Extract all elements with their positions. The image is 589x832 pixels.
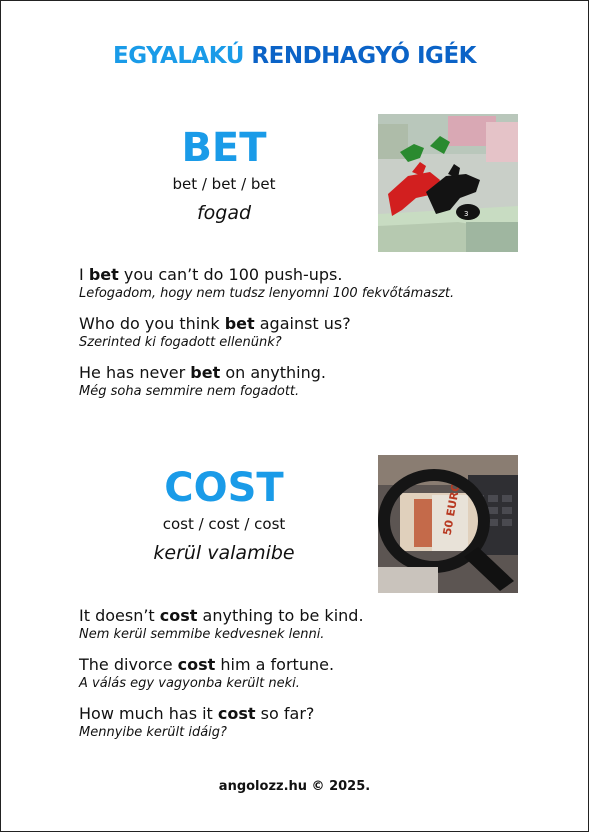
example-item	[79, 362, 519, 401]
example-hungarian: Lefogadom, hogy nem tudsz lenyomni 100 fekvőtámaszt.	[79, 286, 455, 301]
example-english: It doesn’t cost anything to be kind.	[79, 606, 364, 625]
footer-copyright: angolozz.hu © 2025.	[218, 779, 371, 794]
example-hungarian: Szerinted ki fogadott ellenünk?	[79, 335, 282, 350]
example-hungarian: Mennyibe került idáig?	[79, 725, 227, 740]
horse-racing-photo	[378, 114, 518, 252]
money-magnifier-photo	[378, 455, 518, 593]
title-part-1: EGYALAKÚ	[113, 43, 244, 69]
examples-bet	[79, 264, 519, 411]
example-item	[79, 313, 519, 352]
example-item	[79, 654, 519, 693]
title-part-2: RENDHAGYÓ IGÉK	[251, 43, 476, 69]
verb-word: BET	[181, 125, 267, 171]
verb-header-cost	[79, 465, 369, 567]
verb-forms: cost / cost / cost	[162, 515, 286, 533]
verb-meaning: kerül valamibe	[153, 542, 295, 564]
example-english: Who do you think bet against us?	[79, 314, 351, 333]
banknote-label: 50 EURO	[440, 481, 463, 537]
example-hungarian: Még soha semmire nem fogadott.	[79, 384, 300, 399]
example-item	[79, 605, 519, 644]
example-hungarian: Nem kerül semmibe kedvesnek lenni.	[79, 627, 325, 642]
example-english: How much has it cost so far?	[79, 704, 315, 723]
verb-forms: bet / bet / bet	[172, 175, 276, 193]
example-english: The divorce cost him a fortune.	[79, 655, 335, 674]
horse-racing-board-game-icon	[378, 114, 518, 252]
examples-cost	[79, 605, 519, 752]
example-english: He has never bet on anything.	[79, 363, 327, 382]
verb-word: COST	[164, 465, 284, 511]
example-english: I bet you can’t do 100 push-ups.	[79, 265, 343, 284]
example-item	[79, 703, 519, 742]
svg-text:3: 3	[464, 210, 469, 218]
verb-header-bet	[79, 125, 369, 227]
example-hungarian: A válás egy vagyonba került neki.	[79, 676, 300, 691]
euro-magnifier-icon	[378, 455, 518, 593]
verb-meaning: fogad	[196, 202, 252, 224]
example-item	[79, 264, 519, 303]
page-title	[1, 43, 588, 69]
